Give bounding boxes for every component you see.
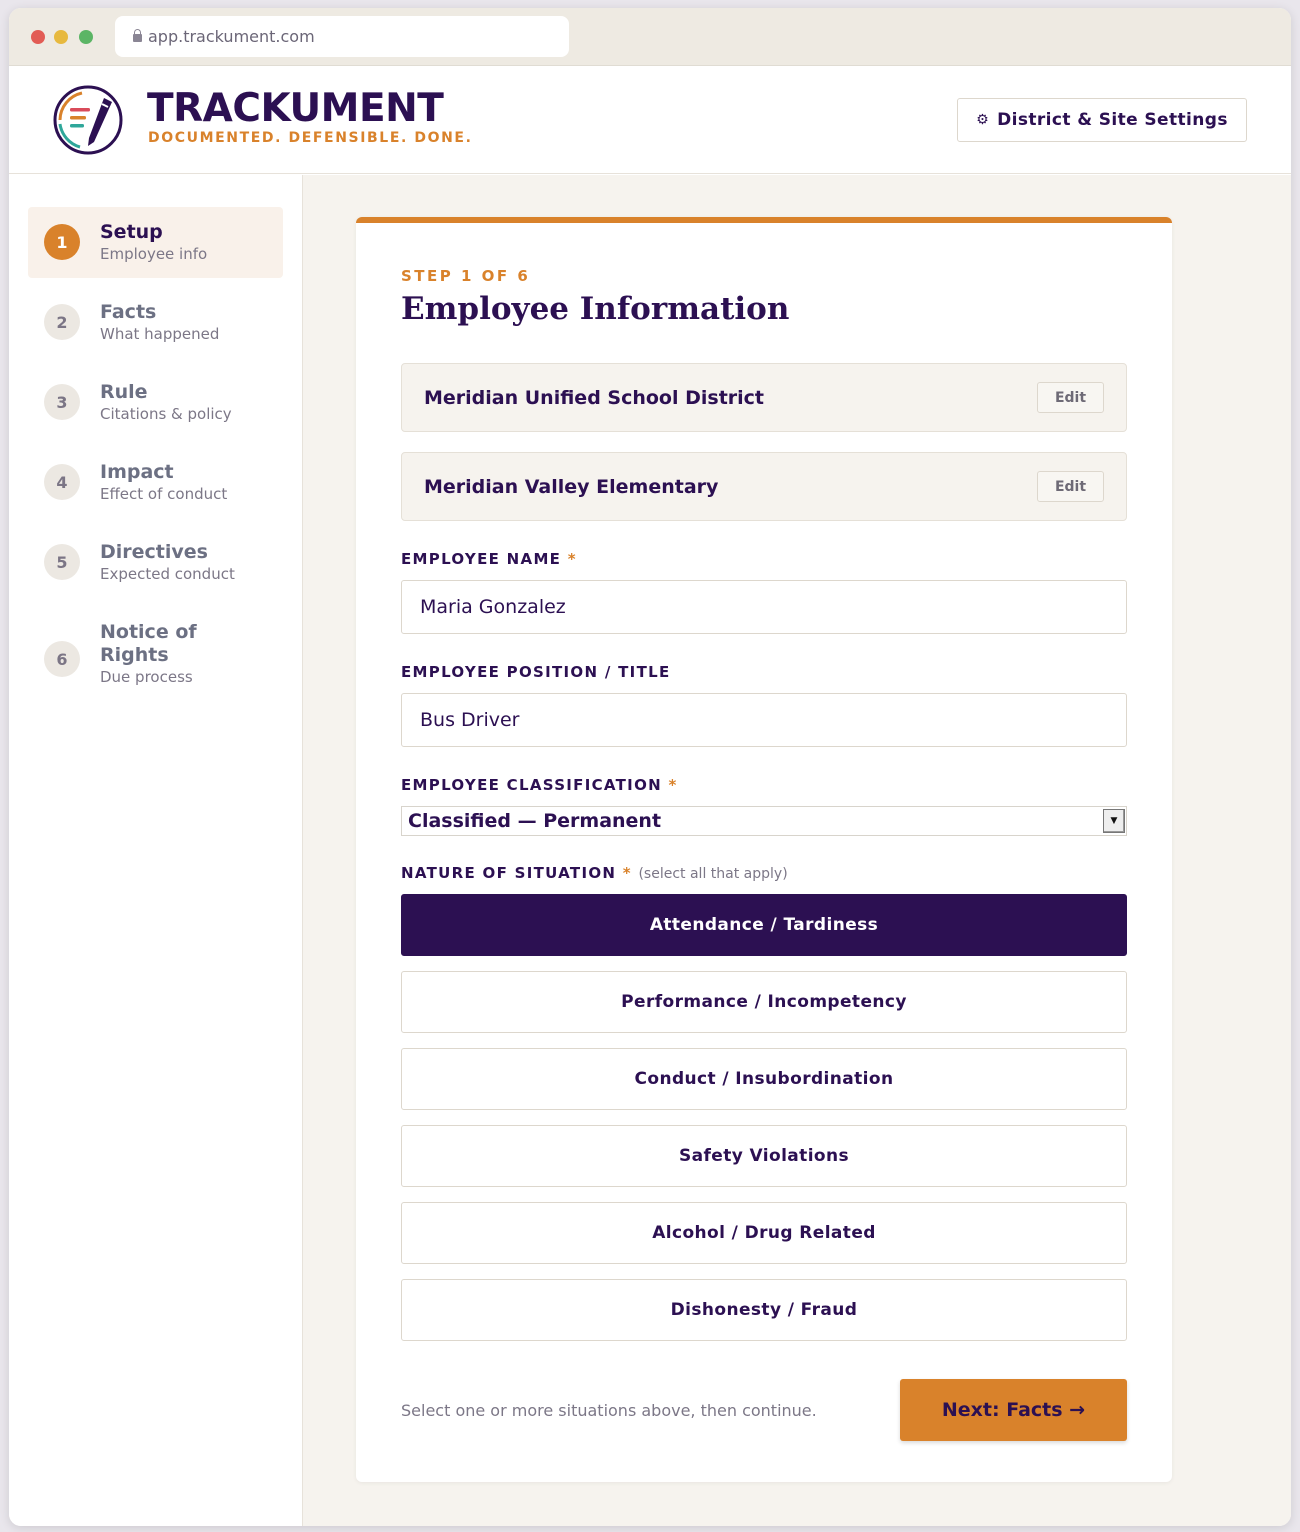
lock-icon — [133, 34, 142, 42]
step-indicator: STEP 1 OF 6 — [401, 267, 531, 285]
edit-district-button[interactable]: Edit — [1037, 382, 1104, 413]
step-title: Directives — [100, 541, 208, 563]
employee-name-label: EMPLOYEE NAME * — [401, 550, 577, 568]
position-field[interactable] — [401, 693, 1127, 747]
step-title: Facts — [100, 301, 157, 323]
page-title: Employee Information — [401, 291, 790, 327]
situation-option-attendance[interactable]: Attendance / Tardiness — [401, 894, 1127, 956]
classification-value: Classified — Permanent — [408, 810, 662, 832]
next-facts-button[interactable]: Next: Facts → — [900, 1379, 1127, 1441]
site-name: Meridian Valley Elementary — [424, 475, 719, 498]
address-bar[interactable] — [115, 16, 569, 57]
district-name: Meridian Unified School District — [424, 386, 765, 409]
classification-select[interactable] — [401, 806, 1127, 836]
sidebar-step-directives[interactable] — [28, 527, 283, 598]
browser-window — [9, 8, 1291, 1526]
site-box — [401, 452, 1127, 521]
district-site-settings-button[interactable] — [957, 98, 1247, 142]
situation-option-safety[interactable]: Safety Violations — [401, 1125, 1127, 1187]
step-subtitle: Citations & policy — [100, 405, 232, 423]
sidebar-step-setup[interactable] — [28, 207, 283, 278]
step-title: Notice of Rights — [100, 621, 197, 666]
form-footer — [401, 1379, 1127, 1441]
step-number: 6 — [44, 641, 80, 677]
employee-name-field[interactable] — [401, 580, 1127, 634]
main-content — [303, 175, 1291, 1526]
situation-label: NATURE OF SITUATION * (select all that apply) — [401, 864, 788, 882]
brand-name: TRACKUMENT — [147, 86, 444, 131]
classification-label: EMPLOYEE CLASSIFICATION * — [401, 776, 678, 794]
gear-icon: ⚙ — [976, 112, 990, 128]
app-header — [9, 66, 1291, 174]
step-title: Setup — [100, 221, 163, 243]
situation-option-dishonesty[interactable]: Dishonesty / Fraud — [401, 1279, 1127, 1341]
step-number: 1 — [44, 224, 80, 260]
logo-icon[interactable] — [52, 84, 124, 156]
step-subtitle: What happened — [100, 325, 220, 343]
footer-hint: Select one or more situations above, then continue. — [401, 1400, 817, 1420]
edit-site-button[interactable]: Edit — [1037, 471, 1104, 502]
situation-option-conduct[interactable]: Conduct / Insubordination — [401, 1048, 1127, 1110]
position-label: EMPLOYEE POSITION / TITLE — [401, 663, 671, 681]
step-title: Impact — [100, 461, 174, 483]
close-window-button[interactable] — [31, 30, 45, 44]
step-number: 4 — [44, 464, 80, 500]
situation-option-alcohol-drug[interactable]: Alcohol / Drug Related — [401, 1202, 1127, 1264]
step-number: 5 — [44, 544, 80, 580]
sidebar-step-facts[interactable] — [28, 287, 283, 358]
step-subtitle: Due process — [100, 668, 193, 686]
browser-chrome — [9, 8, 1291, 66]
sidebar-step-notice-of-rights[interactable] — [28, 607, 283, 700]
step-number: 2 — [44, 304, 80, 340]
step-title: Rule — [100, 381, 148, 403]
maximize-window-button[interactable] — [79, 30, 93, 44]
chevron-down-icon[interactable]: ▼ — [1103, 809, 1125, 833]
district-box — [401, 363, 1127, 432]
step-subtitle: Expected conduct — [100, 565, 235, 583]
step-subtitle: Employee info — [100, 245, 208, 263]
sidebar-step-impact[interactable] — [28, 447, 283, 518]
url-text: app.trackument.com — [148, 27, 315, 46]
step-subtitle: Effect of conduct — [100, 485, 228, 503]
sidebar-step-rule[interactable] — [28, 367, 283, 438]
steps-sidebar — [9, 175, 303, 1526]
minimize-window-button[interactable] — [54, 30, 68, 44]
step-number: 3 — [44, 384, 80, 420]
employee-info-card — [356, 217, 1172, 1482]
situation-option-performance[interactable]: Performance / Incompetency — [401, 971, 1127, 1033]
brand-tagline: DOCUMENTED. DEFENSIBLE. DONE. — [148, 130, 473, 146]
settings-label: District & Site Settings — [997, 110, 1228, 130]
